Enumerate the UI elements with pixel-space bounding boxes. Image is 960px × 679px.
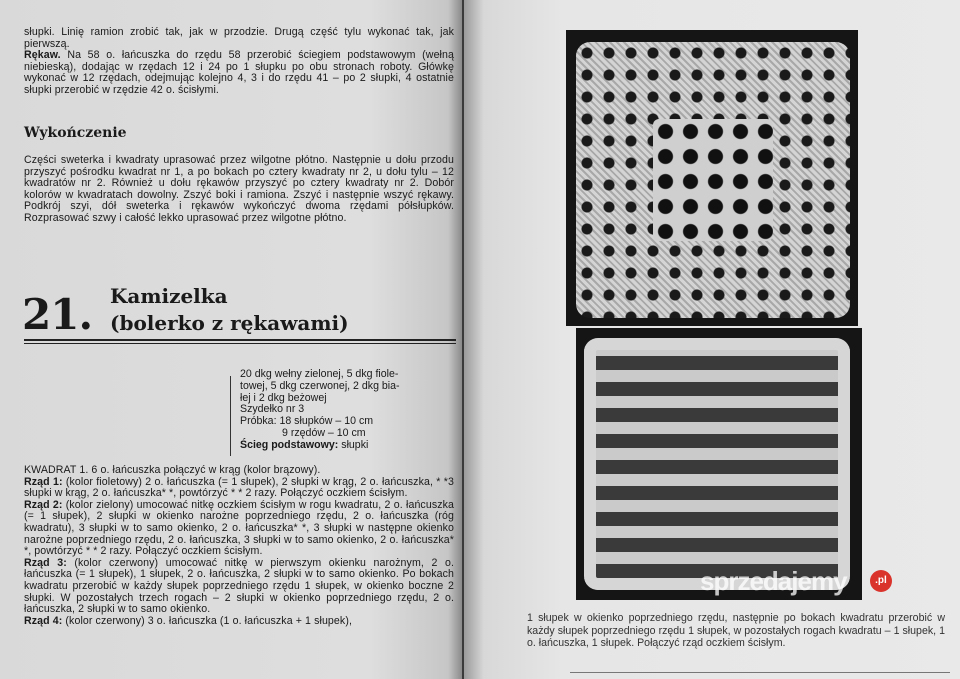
title-rule bbox=[24, 343, 456, 344]
pattern-subtitle: (bolerko z rękawami) bbox=[110, 311, 349, 335]
watermark-logo: sprzedajemy bbox=[700, 566, 847, 596]
row-label: Rząd 2: bbox=[24, 498, 63, 511]
pattern-title-line: Kamizelka bbox=[110, 284, 228, 308]
row-text: (kolor czerwony) 3 o. łańcuszka (1 o. łańcuszka + 1 słupek), bbox=[65, 614, 352, 627]
row-label: Rząd 3: bbox=[24, 556, 67, 569]
left-page bbox=[0, 0, 462, 679]
row-text: (kolor czerwony) umocować nitkę w pierwszym okienku narożnym, 2 o. łańcuszka (= 1 słupek), 1 słupek, 2 o. łańcuszka, 2 słupki w to samo okienko. Po bokach kwadratu przerobić w każdy słupek poprzedniego rzędu 1 słupek, w okienko boczne 2 słupki. W pozostałych trzech rogach – 2 słupki w okienko poprzedniego rzędu, 2 o. łańcuszka, 2 słupki w to samo okienko. bbox=[24, 556, 454, 616]
materials-block bbox=[240, 369, 400, 452]
section-text: Części sweterka i kwadraty uprasować przez wilgotne płótno. Następnie u dołu przodu przyszyć pośrodku kwadrat nr 1, a po bokach po cztery kwadraty nr 2, u dołu tylu – 12 kwadratów nr 2. Również u dołu rękawów przyszyć po cztery kwadraty nr 2. Dobór kolorów w kwadratach dowolny. Zszyć boki i ramiona. Zszyć i następnie wszyć rękawy. Podkrój szyi, dół sweterka i rękawów wykończyć dwoma rzędami półsłupków. Rozprasować szwy i całość lekko uprasować przez wilgotne płótno. bbox=[24, 154, 454, 224]
stitch-label: Ścieg podstawowy: bbox=[240, 438, 339, 451]
photo-caption: 1 słupek w okienko poprzedniego rzędu, następnie po bokach kwadratu przerobić w każdy słupek poprzedniego rzędu 1 słupek, w pozostałych rogach kwadratu – 1 słupek, 1 o. łańcuszka, 1 słupek. Połączyć rząd oczkiem ścisłym. bbox=[527, 612, 945, 649]
granny-square-image bbox=[576, 42, 850, 318]
stitch-value: słupki bbox=[341, 438, 369, 451]
section-heading: Wykończenie bbox=[24, 125, 127, 141]
materials-line: Próbka: 18 słupków – 10 cm bbox=[240, 415, 374, 428]
kwadrat-intro: KWADRAT 1. 6 o. łańcuszka połączyć w krąg (kolor brązowy). bbox=[24, 464, 321, 476]
materials-line: 9 rzędów – 10 cm bbox=[282, 426, 366, 439]
page-rule bbox=[570, 672, 950, 673]
materials-line: towej, 5 dkg czerwonej, 2 dkg bia- bbox=[240, 379, 400, 392]
row-label: Rząd 4: bbox=[24, 614, 63, 627]
crochet-square-photo-1 bbox=[566, 30, 858, 326]
paragraph-rekaw bbox=[24, 50, 454, 96]
row-label: Rząd 1: bbox=[24, 475, 63, 488]
materials-line: Szydełko nr 3 bbox=[240, 403, 305, 416]
rekaw-label: Rękaw. bbox=[24, 49, 61, 62]
paragraph: słupki. Linię ramion zrobić tak, jak w przodzie. Drugą część tylu wykonać tak, jak pierwszą. bbox=[24, 26, 454, 50]
row-instruction bbox=[24, 477, 454, 500]
intro-text bbox=[24, 27, 454, 97]
row-instruction bbox=[24, 500, 454, 558]
materials-line: 20 dkg wełny zielonej, 5 dkg fiole- bbox=[240, 368, 399, 380]
watermark-badge: .pl bbox=[870, 570, 892, 592]
title-rule bbox=[24, 339, 456, 341]
materials-line: łej i 2 dkg beżowej bbox=[240, 391, 327, 404]
square-center bbox=[653, 119, 774, 240]
pattern-title bbox=[110, 283, 349, 337]
crochet-square-photo-2 bbox=[576, 328, 862, 600]
materials-bar bbox=[230, 376, 231, 456]
pattern-number: 21. bbox=[22, 290, 93, 339]
row-instruction bbox=[24, 558, 454, 616]
row-text: (kolor zielony) umocować nitkę oczkiem ścisłym w rogu kwadratu, 2 o. łańcuszka (= 1 słupek), 2 słupki w okienko narożne poprzedniego rzędu, 2 o. łańcuszka (róg kwadratu), 3 słupki w to samo okienko, 2 o. łańcuszka* *, 3 słupki w następne okienko narożne poprzedniego rzędu, 2 o. łańcuszka, 3 słupki w to samo okienko, 2 o. łańcuszka* *, powtórzyć * * 2 razy. Połączyć oczkiem ścisłym. bbox=[24, 498, 455, 558]
stitch-line bbox=[240, 440, 400, 452]
instructions bbox=[24, 465, 454, 627]
row-text: (kolor fioletowy) 2 o. łańcuszka (= 1 słupek), 2 słupki w krąg, 2 o. łańcuszka, * *3 słupki w krąg, 2 o. łańcuszka* *, powtórzyć * * 2 razy. Połączyć oczkiem ścisłym. bbox=[24, 475, 454, 500]
rekaw-text: Na 58 o. łańcuszka do rzędu 58 przerobić ściegiem podstawowym (wełną niebieską), dodając w rzędach 12 i 24 po 1 słupku po obu stronach roboty. Główkę wykonać w 12 rzędach, odejmując kolejno 4, 3 i do rzędu 41 – po 2 słupki, 4 ostatnie słupki przerobić w rzędzie 42 o. ścisłymi. bbox=[24, 49, 454, 96]
striped-square-image bbox=[584, 338, 850, 590]
row-instruction bbox=[24, 616, 454, 628]
